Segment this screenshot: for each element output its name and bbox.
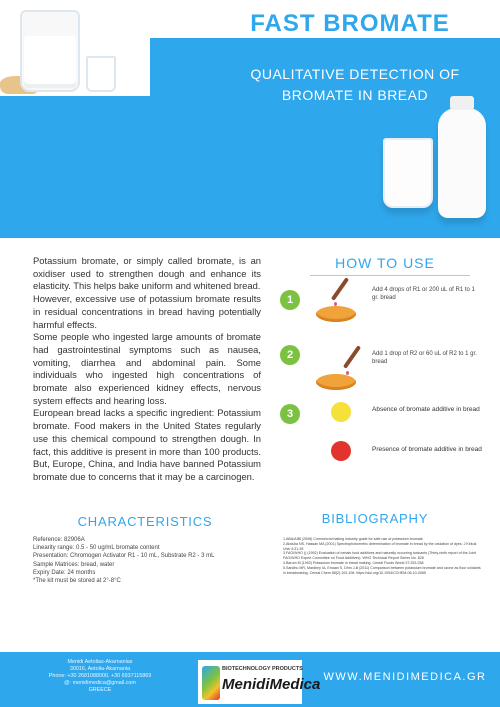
list-item: 1.ABA/AIBI (2008) Commercial baking industry guide for safe use of potassium bromate	[283, 537, 423, 541]
absence-result-text: Absence of bromate additive in bread	[372, 406, 480, 413]
header-hero	[0, 0, 500, 240]
list-item: 3.FAO/WHO () (1992) Evaluation of certain food additives and naturally occurring toxicants (Thirty-ninth report of the Joint FAO/WHO Expert Committee on Food Additives). WHO Technical Report Series No. 828	[283, 551, 477, 561]
footer-address	[40, 659, 160, 694]
bibliography-title: BIBLIOGRAPHY	[321, 511, 429, 526]
list-item: Linearity range: 0.5 - 50 ug/mL bromate content	[33, 545, 160, 552]
address-line: GREECE	[88, 687, 112, 693]
page-subtitle: QUALITATIVE DETECTION OF BROMATE IN BREAD	[250, 66, 460, 103]
address-line: Menidi Aetolias-Akarnanias	[67, 659, 133, 665]
milk-glass-right-image	[383, 138, 433, 208]
milk-jug-image	[20, 10, 80, 92]
address-line: Phone: +30 2681088000, +30 6937115869	[48, 673, 152, 679]
step-2-text: Add 1 drop of R2 or 60 uL of R2 to 1 gr. bread	[372, 351, 477, 365]
list-item: Sample Matrices: bread, water	[33, 561, 115, 568]
list-item: Expiry Date: 24 months	[33, 569, 96, 576]
step-3-badge: 3	[280, 404, 300, 424]
characteristics-title: CHARACTERISTICS	[77, 514, 213, 529]
address-line: @: menidimedica@gmail.com	[64, 680, 136, 686]
website-link[interactable]: WWW.MENIDIMEDICA.GR	[323, 671, 487, 683]
how-to-use-title: HOW TO USE	[335, 255, 435, 271]
dropper-icon	[331, 277, 349, 301]
page-title: FAST BROMATE	[250, 10, 450, 37]
red-result-dot	[331, 441, 351, 461]
step-1-badge: 1	[280, 290, 300, 310]
bread-icon	[316, 374, 356, 390]
header-photo-area	[0, 0, 150, 96]
milk-bottle-image	[438, 108, 486, 218]
step-1-text: Add 4 drops of R1 or 200 uL of R1 to 1 gr. bread	[372, 287, 475, 301]
characteristics-list	[33, 536, 273, 585]
intro-text	[33, 255, 261, 484]
list-item: *The kit must be stored at 2°-8°C	[33, 578, 121, 585]
intro-paragraph: European bread lacks a specific ingredient: Potassium bromate. Food makers in the United States regularly use this chemical compound to strengthen dough. In fact, this additive is present in more than 100 products. But, Europe, China, and India have banned Potassium bromate due to concerns that it may be a carcinogen.	[33, 407, 261, 482]
list-item: 4.Barum M (1992) Potassium bromate in bread making. Cereal Foods World 37:253-258	[283, 560, 424, 565]
intro-paragraph: However, excessive use of potassium bromate results in residual concentrations in bread having potentially harmful effects.	[33, 293, 261, 330]
intro-paragraph: Potassium bromate, or simply called bromate, is an oxidiser used to strengthen dough and enhance its elasticity. This helps bake uniform and whitened bread.	[33, 255, 261, 292]
section-divider	[310, 275, 470, 276]
list-item: 2.Abdulla NS, Hassan MA (2001) Spectrophotometric determination of bromate in bread by the oxidation of dyes. J Kirkuk Univ 4:31-39	[283, 541, 477, 551]
step-2-badge: 2	[280, 345, 300, 365]
logo-mark-icon	[202, 666, 220, 700]
list-item: 5.Sandhu MR, Mardhey IA, Emaan S, Dhm J-B (2011) Comparison between potassium bromate and ozone as flour oxidants in breadmaking. Cereal Chem 88(2):103-108. https://doi.org/10.1094/CCHEM-06-10-0085	[283, 565, 481, 575]
address-line: 30016, Aetolia-Akarnania	[69, 666, 131, 672]
logo-tagline: BIOTECHNOLOGY PRODUCTS	[222, 666, 303, 672]
dropper-icon	[343, 345, 361, 369]
presence-result-text: Presence of bromate additive in bread	[372, 446, 482, 453]
yellow-result-dot	[331, 402, 351, 422]
intro-paragraph: Some people who ingested large amounts of bromate had gastrointestinal symptoms such as nausea, vomiting, diarrhea and abdominal pain. Some individuals who ingested high concentrations of bromate also experienced kidney effects, nervous system effects and hearing loss.	[33, 331, 261, 406]
list-item: Reference: 82906A	[33, 537, 85, 543]
bibliography-list	[283, 537, 483, 575]
milk-glass-image	[86, 56, 116, 92]
bread-icon	[316, 306, 356, 322]
logo-name: MenidiMedica	[222, 676, 321, 693]
list-item: Presentation: Chromogen Activator R1 - 10 mL, Substrate R2 - 3 mL	[33, 553, 215, 560]
